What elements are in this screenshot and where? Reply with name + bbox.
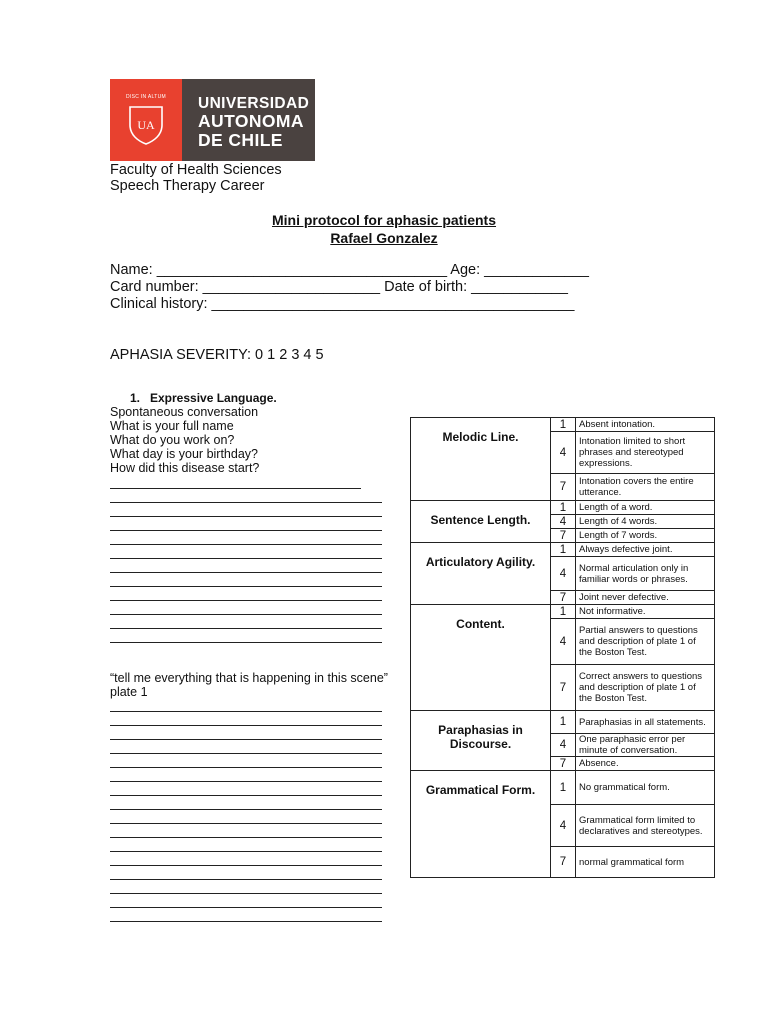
score-cell[interactable]: 7 <box>551 847 576 878</box>
answer-line[interactable] <box>110 711 382 712</box>
category-paraphasias: Paraphasias in Discourse. <box>411 711 551 771</box>
score-description: Length of 4 words. <box>576 515 715 529</box>
answer-line[interactable] <box>110 809 382 810</box>
document-author: Rafael Gonzalez <box>330 230 438 246</box>
logo-wordmark <box>198 95 309 150</box>
score-cell[interactable]: 4 <box>551 805 576 847</box>
answer-line[interactable] <box>110 837 382 838</box>
question-full-name: What is your full name <box>110 419 234 433</box>
category-sentence-length: Sentence Length. <box>411 501 551 543</box>
score-cell[interactable]: 4 <box>551 619 576 665</box>
question-disease: How did this disease start? <box>110 461 260 475</box>
answer-line[interactable] <box>110 879 382 880</box>
answer-line[interactable] <box>110 739 382 740</box>
score-cell[interactable]: 1 <box>551 543 576 557</box>
score-cell[interactable]: 7 <box>551 591 576 605</box>
score-description: Grammatical form limited to declaratives and stereotypes. <box>576 805 715 847</box>
score-cell[interactable]: 7 <box>551 529 576 543</box>
answer-line[interactable] <box>110 851 382 852</box>
score-cell[interactable]: 1 <box>551 501 576 515</box>
score-description: Intonation limited to short phrases and stereotyped expressions. <box>576 432 715 474</box>
document-title: Mini protocol for aphasic patients <box>271 212 497 228</box>
faculty-block <box>110 162 282 194</box>
score-cell[interactable]: 1 <box>551 418 576 432</box>
answer-line[interactable] <box>110 865 382 866</box>
question-spontaneous: Spontaneous conversation <box>110 405 259 419</box>
answer-line[interactable] <box>110 600 382 601</box>
table-row <box>411 711 715 734</box>
score-description: Absent intonation. <box>576 418 715 432</box>
section-number: 1. <box>130 391 141 405</box>
section-heading <box>130 391 277 405</box>
answer-line[interactable] <box>110 753 382 754</box>
clinical-history-field[interactable]: Clinical history: _____________________________________________ <box>110 296 575 312</box>
answer-line[interactable] <box>110 725 382 726</box>
score-description: Not informative. <box>576 605 715 619</box>
score-description: Joint never defective. <box>576 591 715 605</box>
table-row <box>411 771 715 805</box>
name-age-field[interactable]: Name: ____________________________________ Age: _____________ <box>110 262 589 278</box>
answer-line[interactable] <box>110 781 382 782</box>
rating-table <box>410 417 715 878</box>
question-birthday: What day is your birthday? <box>110 447 258 461</box>
logo-red-block <box>110 79 182 161</box>
score-description: Length of 7 words. <box>576 529 715 543</box>
university-logo <box>110 79 315 161</box>
score-cell[interactable]: 7 <box>551 757 576 771</box>
card-birth-field[interactable]: Card number: ______________________ Date of birth: ____________ <box>110 279 568 295</box>
answer-line[interactable] <box>110 907 382 908</box>
answer-line[interactable] <box>110 893 382 894</box>
answer-line[interactable] <box>110 614 382 615</box>
score-description: Normal articulation only in familiar words or phrases. <box>576 557 715 591</box>
table-row <box>411 543 715 557</box>
answer-line[interactable] <box>110 488 361 489</box>
answer-line[interactable] <box>110 516 382 517</box>
score-cell[interactable]: 7 <box>551 665 576 711</box>
score-description: Correct answers to questions and description of plate 1 of the Boston Test. <box>576 665 715 711</box>
table-row <box>411 501 715 515</box>
score-cell[interactable]: 4 <box>551 432 576 474</box>
logo-line-3: DE CHILE <box>198 130 283 150</box>
score-description: Partial answers to questions and description of plate 1 of the Boston Test. <box>576 619 715 665</box>
category-melodic-line: Melodic Line. <box>411 418 551 501</box>
answer-line[interactable] <box>110 823 382 824</box>
score-cell[interactable]: 4 <box>551 557 576 591</box>
scene-plate: plate 1 <box>110 685 148 699</box>
answer-line[interactable] <box>110 544 382 545</box>
question-work: What do you work on? <box>110 433 235 447</box>
table-row <box>411 418 715 432</box>
answer-line[interactable] <box>110 530 382 531</box>
score-description: Absence. <box>576 757 715 771</box>
answer-line[interactable] <box>110 921 382 922</box>
answer-line[interactable] <box>110 795 382 796</box>
score-description: No grammatical form. <box>576 771 715 805</box>
score-cell[interactable]: 4 <box>551 515 576 529</box>
score-description: Always defective joint. <box>576 543 715 557</box>
score-description: Paraphasias in all statements. <box>576 711 715 734</box>
answer-line[interactable] <box>110 628 382 629</box>
logo-initials: UA <box>137 118 155 132</box>
answer-line[interactable] <box>110 558 382 559</box>
score-cell[interactable]: 4 <box>551 734 576 757</box>
scene-prompt: “tell me everything that is happening in this scene” <box>110 671 388 685</box>
category-content: Content. <box>411 605 551 711</box>
answer-line[interactable] <box>110 586 382 587</box>
shield-icon <box>128 105 164 145</box>
score-description: One paraphasic error per minute of conversation. <box>576 734 715 757</box>
score-cell[interactable]: 1 <box>551 605 576 619</box>
score-description: normal grammatical form <box>576 847 715 878</box>
answer-line[interactable] <box>110 642 382 643</box>
aphasia-severity: APHASIA SEVERITY: 0 1 2 3 4 5 <box>110 347 324 363</box>
score-cell[interactable]: 1 <box>551 711 576 734</box>
category-articulatory-agility: Articulatory Agility. <box>411 543 551 605</box>
table-row <box>411 605 715 619</box>
faculty-name: Faculty of Health Sciences <box>110 162 282 178</box>
logo-motto: DISC IN ALTUM <box>126 94 166 100</box>
logo-line-1: UNIVERSIDAD <box>198 95 310 112</box>
section-title: Expressive Language. <box>150 391 277 405</box>
logo-line-2: AUTONOMA <box>198 111 304 131</box>
category-grammatical-form: Grammatical Form. <box>411 771 551 878</box>
score-cell[interactable]: 1 <box>551 771 576 805</box>
score-description: Length of a word. <box>576 501 715 515</box>
score-description: Intonation covers the entire utterance. <box>576 474 715 501</box>
career-name: Speech Therapy Career <box>110 178 265 194</box>
score-cell[interactable]: 7 <box>551 474 576 501</box>
answer-line[interactable] <box>110 502 382 503</box>
answer-line[interactable] <box>110 767 382 768</box>
answer-line[interactable] <box>110 572 382 573</box>
